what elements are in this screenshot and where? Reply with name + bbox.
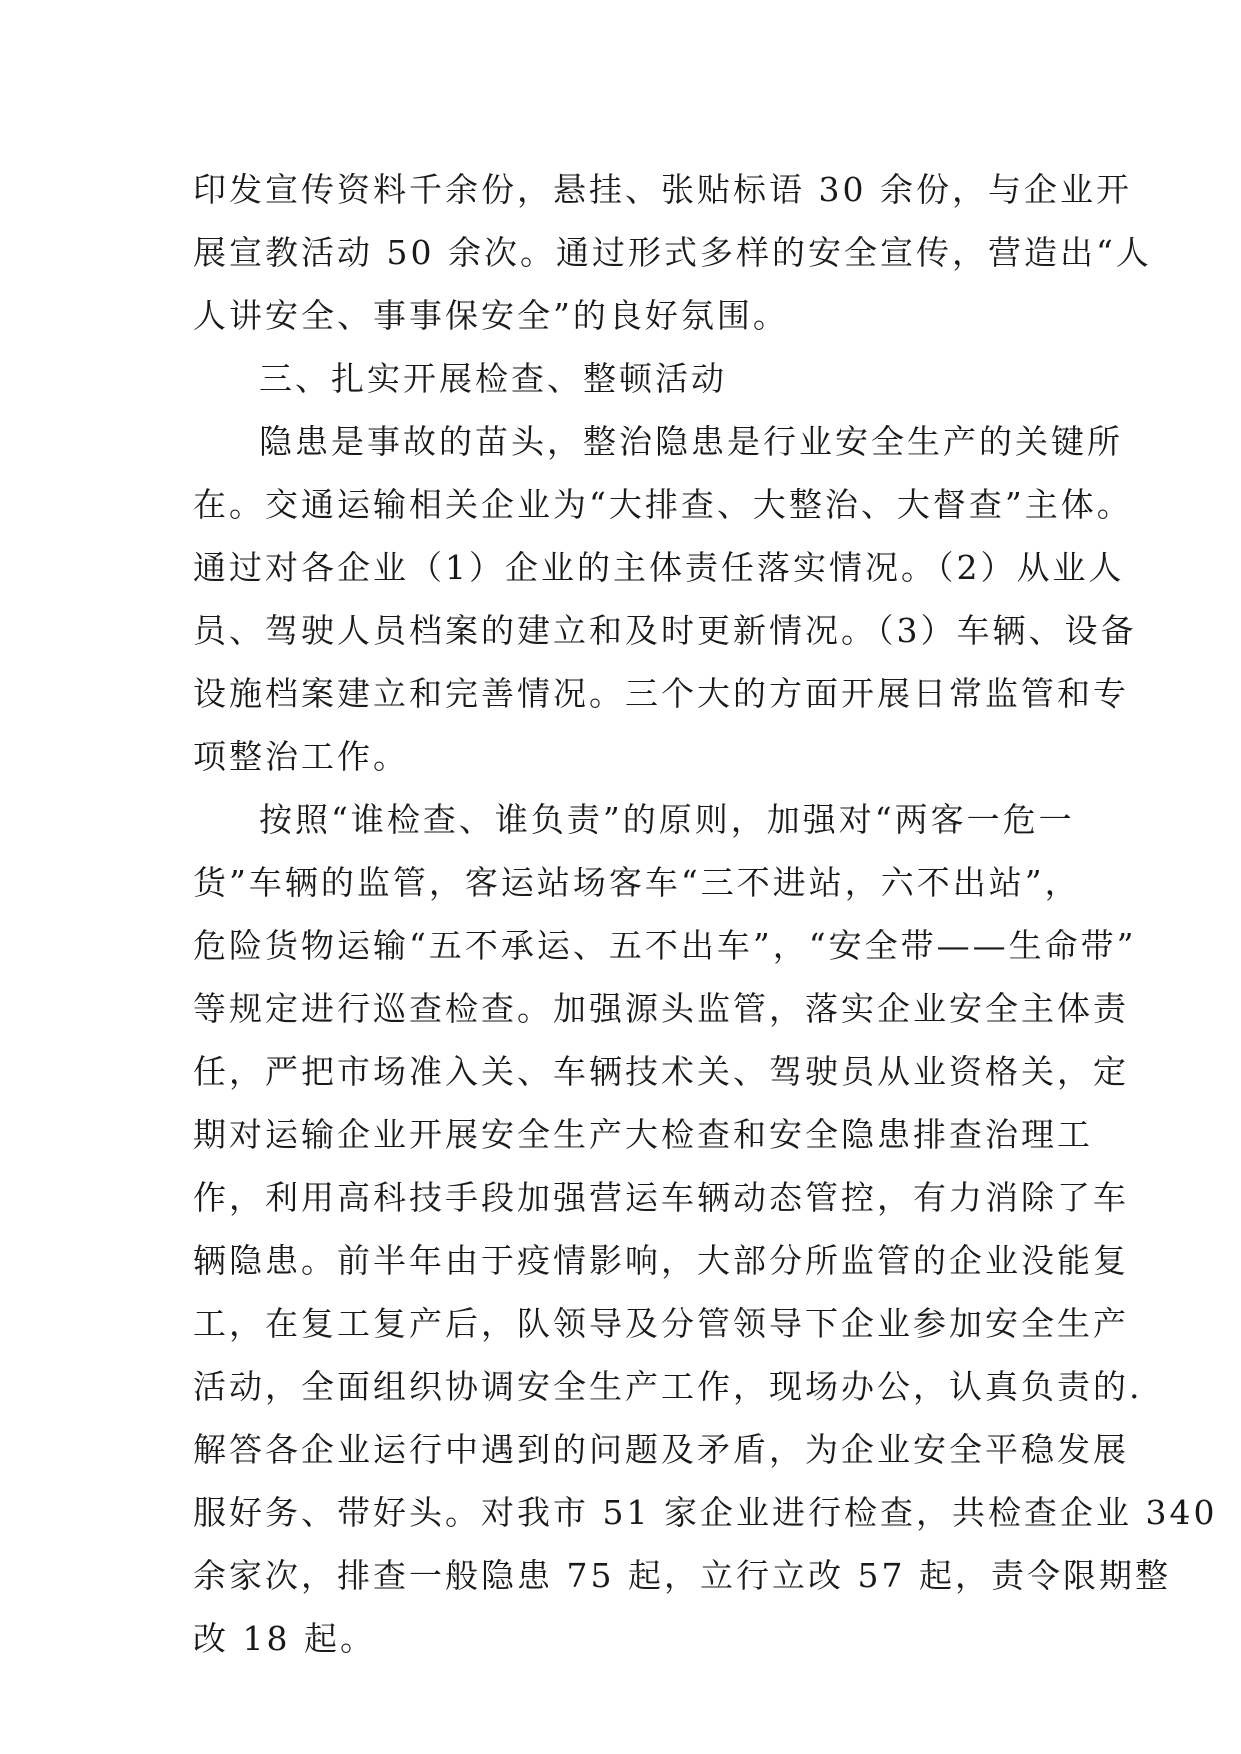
- text-line: 按照“谁检查、谁负责”的原则，加强对“两客一危一: [259, 800, 1075, 839]
- text-line: 设施档案建立和完善情况。三个大的方面开展日常监管和专: [193, 674, 1129, 713]
- text-line: 作，利用高科技手段加强营运车辆动态管控，有力消除了车: [193, 1178, 1129, 1217]
- text-line: 辆隐患。前半年由于疫情影响，大部分所监管的企业没能复: [193, 1241, 1129, 1280]
- section-heading: [193, 347, 1053, 410]
- text-line: 项整治工作。: [193, 737, 409, 776]
- text-line: 期对运输企业开展安全生产大检查和安全隐患排查治理工: [193, 1115, 1093, 1154]
- document-body: [193, 158, 1218, 1670]
- text-line: 隐患是事故的苗头，整治隐患是行业安全生产的关键所: [259, 422, 1123, 461]
- text-line: 活动，全面组织协调安全生产工作，现场办公，认真负责的.: [193, 1367, 1143, 1406]
- text-line: 改 18 起。: [193, 1619, 376, 1658]
- text-line: 货”车辆的监管，客运站场客车“三不进站，六不出站”，: [193, 863, 1081, 902]
- text-line: 印发宣传资料千余份，悬挂、张贴标语 30 余份，与企业开: [193, 170, 1132, 209]
- text-line: 服好务、带好头。对我市 51 家企业进行检查，共检查企业 340: [193, 1493, 1218, 1532]
- text-line: 员、驾驶人员档案的建立和及时更新情况。（3）车辆、设备: [193, 611, 1137, 650]
- text-line: 工，在复工复产后，队领导及分管领导下企业参加安全生产: [193, 1304, 1129, 1343]
- text-line: 任，严把市场准入关、车辆技术关、驾驶员从业资格关，定: [193, 1052, 1129, 1091]
- text-line: 人讲安全、事事保安全”的良好氛围。: [193, 296, 789, 335]
- section-heading-text: 三、扎实开展检查、整顿活动: [259, 359, 727, 398]
- text-line: 危险货物运输“五不承运、五不出车”，“安全带——生命带”: [193, 926, 1137, 965]
- paragraph-publicity-results: [193, 158, 1152, 347]
- text-line: 在。交通运输相关企业为“大排查、大整治、大督查”主体。: [193, 485, 1133, 524]
- paragraph-supervision-details: [193, 788, 1218, 1670]
- text-line: 解答各企业运行中遇到的问题及矛盾，为企业安全平稳发展: [193, 1430, 1129, 1469]
- paragraph-hazard-inspection: [193, 410, 1137, 788]
- text-line: 等规定进行巡查检查。加强源头监管，落实企业安全主体责: [193, 989, 1129, 1028]
- text-line: 通过对各企业（1）企业的主体责任落实情况。（2）从业人: [193, 548, 1125, 587]
- text-line: 余家次，排查一般隐患 75 起，立行立改 57 起，责令限期整: [193, 1556, 1171, 1595]
- text-line: 展宣教活动 50 余次。通过形式多样的安全宣传，营造出“人: [193, 233, 1152, 272]
